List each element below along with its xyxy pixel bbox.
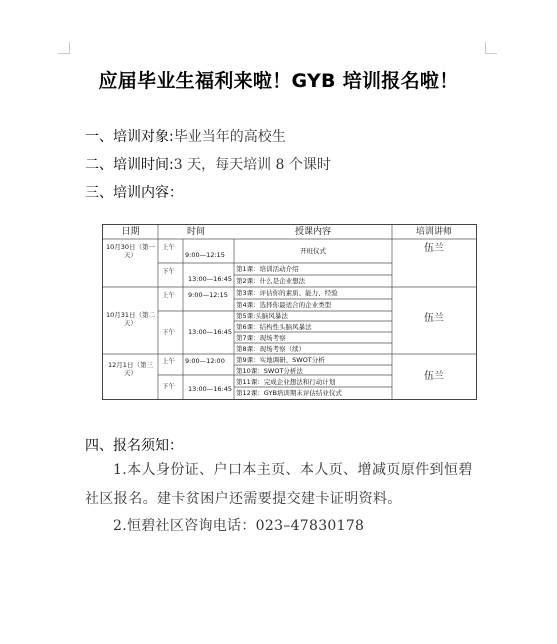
session-period: 上午 xyxy=(162,243,175,251)
session-time: 9:00—12:15 xyxy=(185,251,225,259)
session-time: 13:00—16:45 xyxy=(188,328,232,336)
lesson: 第3课：评估你的素质、能力、经验 xyxy=(236,289,338,297)
page-corner-mark xyxy=(485,42,497,54)
session-time: 9:00—12:15 xyxy=(188,291,228,299)
lesson: 第2课：什么是企业想法 xyxy=(236,277,306,285)
section-label: 三、培训内容： xyxy=(85,185,183,201)
section-training-content xyxy=(85,184,183,202)
section-label: 二、培训时间: xyxy=(85,157,174,173)
lesson: 第1课：培训活动介绍 xyxy=(236,265,299,273)
teacher-name: 伍兰 xyxy=(424,243,444,254)
session-period: 下午 xyxy=(162,382,175,390)
page-corner-mark xyxy=(58,42,70,54)
notice-item: 2.恒碧社区咨询电话：023–47830178 xyxy=(113,518,365,534)
lesson: 第8课：现场考察（续） xyxy=(236,345,306,353)
lesson: 第11课：完成企业想法和行动计划 xyxy=(236,378,336,386)
lesson: 第12课：GYB培训期末评估结业仪式 xyxy=(236,389,342,397)
day-date: 10月30日（第一天） xyxy=(105,243,156,259)
schedule-table xyxy=(102,224,477,400)
section-value: 3 天，每天培训 8 个课时 xyxy=(173,157,331,173)
section-label: 一、培训对象: xyxy=(85,129,174,145)
section-target-audience xyxy=(85,128,286,146)
day-date: 10月31日（第二天） xyxy=(105,311,156,327)
notice-item: 1.本人身份证、户口本主页、本人页、增减页原件到恒碧社区报名。建卡贫困户还需要提交建卡证明资料。 xyxy=(85,462,473,507)
lesson: 第9课：实地调研、SWOT分析 xyxy=(236,356,325,364)
session-time: 9:00—12:00 xyxy=(185,357,225,365)
header-time: 时间 xyxy=(186,227,205,237)
session-period: 上午 xyxy=(162,357,175,365)
day-date: 12月1日（第三天） xyxy=(108,361,153,377)
header-teacher: 培训讲师 xyxy=(415,227,452,237)
lesson: 开班仪式 xyxy=(300,247,326,255)
lesson: 第7课：现场考察 xyxy=(236,334,286,342)
lesson: 第5课:头脑风暴法 xyxy=(236,312,288,320)
section-value: 毕业当年的高校生 xyxy=(173,129,286,145)
lesson: 第6课：结构性头脑风暴法 xyxy=(236,323,312,331)
lesson: 第10课：SWOT分析法 xyxy=(236,367,303,375)
session-period: 上午 xyxy=(162,291,175,299)
session-period: 下午 xyxy=(162,328,175,336)
session-time: 13:00—16:45 xyxy=(188,385,232,393)
lesson: 第4课：选择你最适合的企业类型 xyxy=(236,301,332,309)
teacher-name: 伍兰 xyxy=(424,313,444,324)
session-time: 13:00—16:45 xyxy=(188,275,232,283)
session-period: 下午 xyxy=(162,267,175,275)
section-label: 四、报名须知： xyxy=(85,438,183,454)
document-title: 应届毕业生福利来啦！GYB 培训报名啦！ xyxy=(98,70,459,92)
section-registration-notice xyxy=(85,437,183,455)
section-training-time xyxy=(85,156,331,174)
header-date: 日期 xyxy=(121,227,140,237)
header-content: 授课内容 xyxy=(294,227,331,237)
teacher-name: 伍兰 xyxy=(424,371,444,382)
